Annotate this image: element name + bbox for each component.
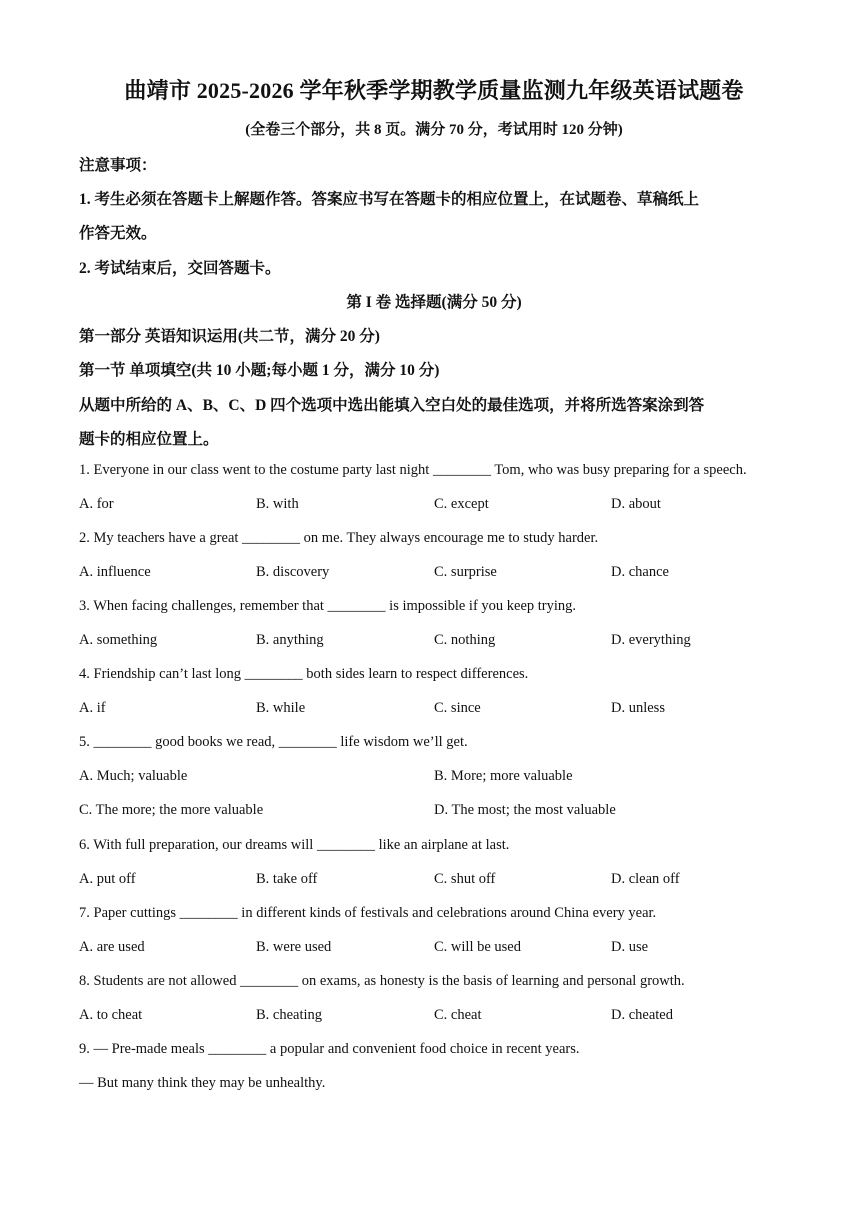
exam-subtitle: (全卷三个部分，共 8 页。满分 70 分，考试用时 120 分钟): [245, 122, 623, 138]
option-a: A. if: [79, 700, 106, 716]
notes-heading: 注意事项：: [79, 157, 157, 174]
question-stem: 2. My teachers have a great ________ on me. They always encourage me to study harder.: [79, 530, 599, 546]
option-c: C. will be used: [434, 939, 521, 955]
option-d: D. cheated: [611, 1007, 673, 1023]
option-b: B. take off: [256, 871, 318, 887]
option-a: A. for: [79, 496, 114, 512]
option-c: C. The more; the more valuable: [79, 802, 264, 818]
option-a: A. are used: [79, 939, 145, 955]
exam-title: 曲靖市 2025-2026 学年秋季学期教学质量监测九年级英语试题卷: [124, 78, 744, 103]
option-d: D. clean off: [611, 871, 680, 887]
option-b: B. cheating: [256, 1007, 323, 1023]
instructions-line-2: 题卡的相应位置上。: [79, 431, 219, 448]
question-stem: 4. Friendship can’t last long ________ both sides learn to respect differences.: [79, 666, 529, 682]
option-d: D. The most; the most valuable: [434, 802, 616, 818]
volume-heading: 第 I 卷 选择题(满分 50 分): [346, 294, 522, 311]
question-stem: 8. Students are not allowed ________ on exams, as honesty is the basis of learning and personal growth.: [79, 973, 685, 989]
option-d: D. everything: [611, 632, 691, 648]
option-c: C. shut off: [434, 871, 496, 887]
option-c: C. except: [434, 496, 489, 512]
note-2: 2. 考试结束后，交回答题卡。: [79, 260, 281, 277]
option-a: A. something: [79, 632, 158, 648]
option-b: B. were used: [256, 939, 332, 955]
option-d: D. use: [611, 939, 649, 955]
question-stem: 5. ________ good books we read, ________ life wisdom we’ll get.: [79, 734, 468, 750]
question-stem: 6. With full preparation, our dreams will ________ like an airplane at last.: [79, 837, 510, 853]
part-1-heading: 第一部分 英语知识运用(共二节，满分 20 分): [79, 328, 380, 345]
option-b: B. discovery: [256, 564, 330, 580]
question-stem: 3. When facing challenges, remember that ________ is impossible if you keep trying.: [79, 598, 577, 614]
option-a: A. put off: [79, 871, 136, 887]
option-b: B. with: [256, 496, 299, 512]
dialogue-reply: — But many think they may be unhealthy.: [79, 1075, 326, 1091]
option-c: C. since: [434, 700, 481, 716]
option-c: C. surprise: [434, 564, 497, 580]
section-1-heading: 第一节 单项填空(共 10 小题;每小题 1 分，满分 10 分): [79, 362, 440, 379]
note-1-line-1: 1. 考生必须在答题卡上解题作答。答案应书写在答题卡的相应位置上，在试题卷、草稿纸上: [79, 191, 700, 208]
option-a: A. influence: [79, 564, 151, 580]
option-d: D. unless: [611, 700, 665, 716]
option-b: B. anything: [256, 632, 324, 648]
option-c: C. nothing: [434, 632, 496, 648]
question-stem: 7. Paper cuttings ________ in different kinds of festivals and celebrations around China every year.: [79, 905, 657, 921]
option-b: B. More; more valuable: [434, 768, 573, 784]
option-d: D. chance: [611, 564, 669, 580]
option-b: B. while: [256, 700, 306, 716]
option-a: A. Much; valuable: [79, 768, 188, 784]
instructions-line-1: 从题中所给的 A、B、C、D 四个选项中选出能填入空白处的最佳选项，并将所选答案涂到答: [79, 397, 705, 414]
question-stem: 1. Everyone in our class went to the costume party last night ________ Tom, who was busy preparing for a speech.: [79, 462, 747, 478]
question-stem: 9. — Pre-made meals ________ a popular and convenient food choice in recent years.: [79, 1041, 580, 1057]
option-a: A. to cheat: [79, 1007, 143, 1023]
option-c: C. cheat: [434, 1007, 482, 1023]
note-1-line-2: 作答无效。: [79, 225, 157, 242]
option-d: D. about: [611, 496, 661, 512]
